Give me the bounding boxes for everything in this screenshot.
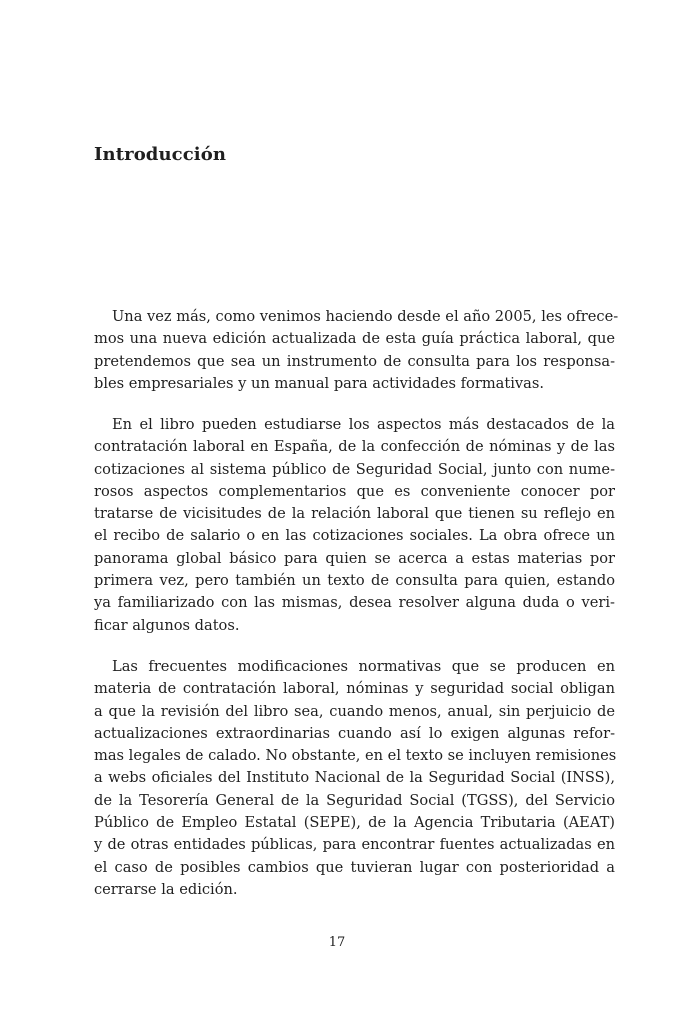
text-line: pretendemos que sea un instrumento de consulta para los responsa- <box>94 352 615 370</box>
text-line: a webs oficiales del Instituto Nacional de la Seguridad Social (INSS), <box>94 769 615 787</box>
text-line: primera vez, pero también un texto de consulta para quien, estando <box>94 572 615 590</box>
paragraph-3 <box>94 656 615 901</box>
text-line: En el libro pueden estudiarse los aspectos más destacados de la <box>112 416 615 433</box>
text-line: mas legales de calado. No obstante, en el texto se incluyen remisiones <box>94 747 617 765</box>
text-line: bles empresariales y un manual para actividades formativas. <box>94 374 544 392</box>
text-line: ya familiarizado con las mismas, desea resolver alguna duda o veri- <box>94 594 615 612</box>
page-number: 17 <box>328 935 346 950</box>
text-line: y de otras entidades públicas, para encontrar fuentes actualizadas en <box>94 836 615 854</box>
text-line: Público de Empleo Estatal (SEPE), de la Agencia Tributaria (AEAT) <box>94 814 615 832</box>
text-line: actualizaciones extraordinarias cuando así lo exigen algunas refor- <box>94 724 615 742</box>
text-line: cotizaciones al sistema público de Seguridad Social, junto con nume- <box>94 460 615 478</box>
page-title: Introducción <box>94 144 227 165</box>
paragraph-2 <box>94 414 615 637</box>
text-line: el recibo de salario o en las cotizaciones sociales. La obra ofrece un <box>94 527 615 545</box>
text-line: contratación laboral en España, de la confección de nóminas y de las <box>94 438 615 456</box>
paragraph-1 <box>94 306 619 395</box>
text-line: tratarse de vicisitudes de la relación laboral que tienen su reflejo en <box>94 505 615 523</box>
text-line: Las frecuentes modificaciones normativas que se producen en <box>112 658 615 675</box>
text-line: de la Tesorería General de la Seguridad Social (TGSS), del Servicio <box>94 791 615 809</box>
text-line: cerrarse la edición. <box>94 880 238 898</box>
text-line: a que la revisión del libro sea, cuando menos, anual, sin perjuicio de <box>94 702 615 720</box>
text-line: materia de contratación laboral, nóminas y seguridad social obligan <box>94 680 615 698</box>
text-line: ficar algunos datos. <box>94 616 240 634</box>
text-line: Una vez más, como venimos haciendo desde el año 2005, les ofrece- <box>112 308 619 325</box>
text-line: panorama global básico para quien se acerca a estas materias por <box>94 549 615 567</box>
text-line: el caso de posibles cambios que tuvieran lugar con posterioridad a <box>94 858 615 876</box>
text-line: rosos aspectos complementarios que es conveniente conocer por <box>94 482 615 500</box>
text-line: mos una nueva edición actualizada de esta guía práctica laboral, que <box>94 330 615 348</box>
